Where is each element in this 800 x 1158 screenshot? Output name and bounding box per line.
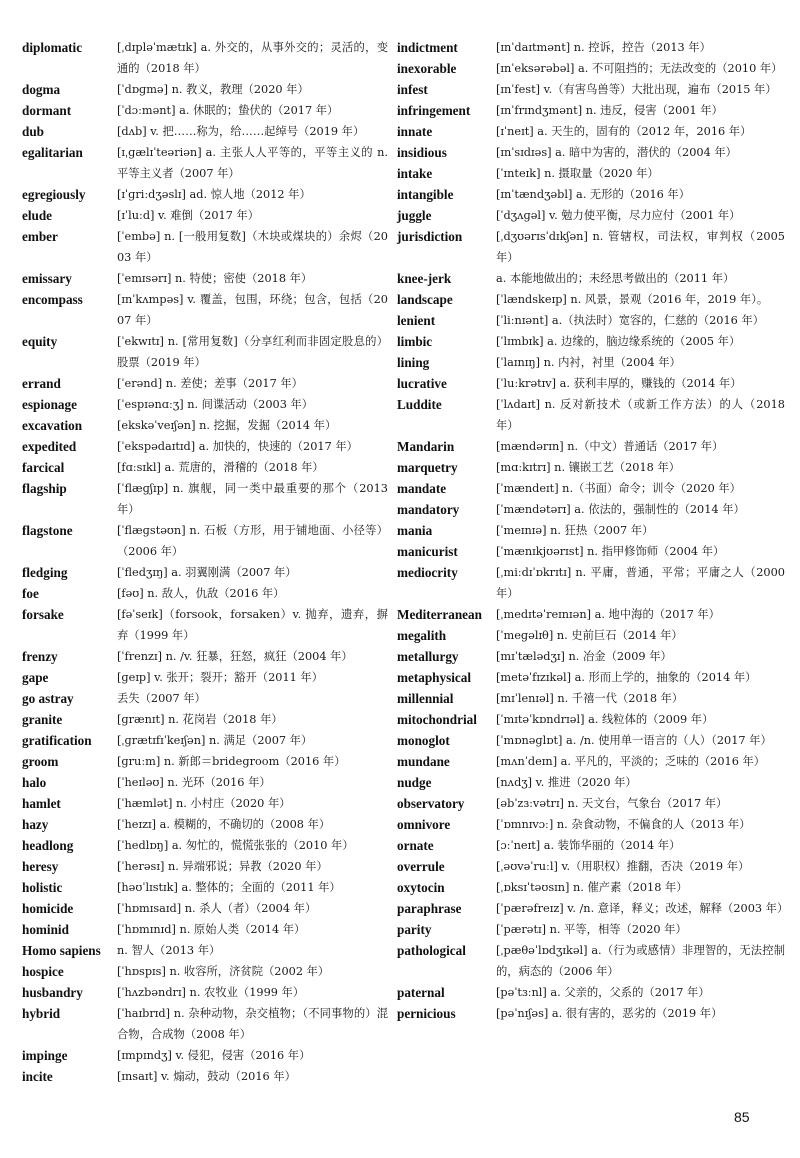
dictionary-entry: [397, 394, 785, 436]
definition: [ɪnˈfest] v.（有害鸟兽等）大批出现，遍布（2015 年）: [496, 83, 777, 96]
dictionary-entry: [22, 688, 388, 709]
definition: [ɡrænɪt] n. 花岗岩（2018 年）: [117, 713, 283, 726]
definition: [ˈmænɪkjʊərɪst] n. 指甲修饰师（2004 年）: [496, 545, 725, 558]
definition: [həʊˈlɪstɪk] a. 整体的；全面的（2011 年）: [117, 881, 341, 894]
dictionary-entry: [22, 856, 388, 877]
definition: [ˌɒksɪˈtəʊsɪn] n. 催产素（2018 年）: [496, 881, 688, 894]
definition: [ɪnˈsɪdɪəs] a. 暗中为害的，潜伏的（2004 年）: [496, 146, 737, 159]
dictionary-entry: [22, 646, 388, 667]
headword: lucrative: [397, 376, 447, 391]
dictionary-entry: [22, 457, 388, 478]
dictionary-entry: [22, 814, 388, 835]
dictionary-entry: [397, 268, 785, 289]
headword: equity: [22, 334, 58, 349]
definition: [ˈhedlɒŋ] a. 匆忙的，慌慌张张的（2010 年）: [117, 839, 354, 852]
definition: 丢失（2007 年）: [117, 692, 206, 705]
dictionary-entry: [22, 919, 388, 940]
definition: [ɪˈɡriːdʒəslɪ] ad. 惊人地（2012 年）: [117, 188, 311, 201]
headword: oxytocin: [397, 880, 445, 895]
dictionary-entry: [22, 1003, 388, 1045]
headword: excavation: [22, 418, 83, 433]
headword: monoglot: [397, 733, 450, 748]
page-number: 85: [734, 1109, 750, 1125]
headword: Homo sapiens: [22, 943, 101, 958]
headword: juggle: [397, 208, 432, 223]
definition: [dʌb] v. 把……称为，给……起绰号（2019 年）: [117, 125, 365, 138]
definition: [ˈfledʒɪŋ] a. 羽翼刚满（2007 年）: [117, 566, 297, 579]
headword: knee-jerk: [397, 271, 452, 286]
definition: [ˌpæθəˈlɒdʒɪkəl] a.（行为或感情）非理智的，无法控制的，病态的（2006 年）: [496, 944, 785, 978]
right-column: [397, 37, 789, 1024]
definition: [ˈerənd] n. 差使；差事（2017 年）: [117, 377, 303, 390]
definition: [ˈluːkrətɪv] a. 获利丰厚的，赚钱的（2014 年）: [496, 377, 742, 390]
dictionary-entry: [397, 814, 785, 835]
headword: mandatory: [397, 502, 460, 517]
dictionary-entry: [397, 79, 785, 100]
dictionary-entry: [397, 877, 785, 898]
definition: [ˈlaɪnɪŋ] n. 内衬，衬里（2004 年）: [496, 356, 681, 369]
definition: [ˈdʒʌɡəl] v. 勉力使平衡，尽力应付（2001 年）: [496, 209, 741, 222]
headword: landscape: [397, 292, 453, 307]
headword: intangible: [397, 187, 454, 202]
dictionary-entry: [397, 646, 785, 667]
definition: [ˈhæmlət] n. 小村庄（2020 年）: [117, 797, 291, 810]
definition: [ˈflæɡstəʊn] n. 石板（方形，用于铺地面、小径等）（2006 年）: [117, 524, 388, 558]
definition: [fɑːsɪkl] a. 荒唐的，滑稽的（2018 年）: [117, 461, 324, 474]
definition: [ˈmeɪnɪə] n. 狂热（2007 年）: [496, 524, 654, 537]
definition: [ˈmɒnəɡlɒt] a. /n. 使用单一语言的（人）（2017 年）: [496, 734, 772, 747]
headword: insidious: [397, 145, 447, 160]
definition: a. 本能地做出的；未经思考做出的（2011 年）: [496, 272, 735, 285]
headword: limbic: [397, 334, 433, 349]
headword: forsake: [22, 607, 64, 622]
dictionary-entry: [397, 919, 785, 940]
headword: elude: [22, 208, 53, 223]
definition: [mændərɪn] n.（中文）普通话（2017 年）: [496, 440, 724, 453]
dictionary-entry: [397, 604, 785, 625]
dictionary-entry: [22, 898, 388, 919]
headword: go astray: [22, 691, 74, 706]
dictionary-entry: [22, 331, 388, 373]
definition: [ˌmiːdɪˈɒkrɪtɪ] n. 平庸，普通，平常；平庸之人（2000 年）: [496, 566, 785, 600]
dictionary-entry: [397, 856, 785, 877]
definition: [ˌmedɪtəˈreɪnɪən] a. 地中海的（2017 年）: [496, 608, 720, 621]
definition: [ˈherəsɪ] n. 异端邪说；异教（2020 年）: [117, 860, 328, 873]
definition: [ˈespɪənɑːʒ] n. 间谍活动（2003 年）: [117, 398, 314, 411]
dictionary-entry: [397, 142, 785, 163]
headword: Mediterranean: [397, 607, 482, 622]
headword: Luddite: [397, 397, 442, 412]
dictionary-entry: [397, 310, 785, 331]
dictionary-entry: [22, 100, 388, 121]
definition: [ˈlændskeɪp] n. 风景，景观（2016 年，2019 年）。: [496, 293, 769, 306]
dictionary-entry: [22, 121, 388, 142]
headword: overrule: [397, 859, 445, 874]
dictionary-entry: [22, 373, 388, 394]
dictionary-entry: [22, 415, 388, 436]
headword: errand: [22, 376, 61, 391]
definition: [ˈhaɪbrɪd] n. 杂种动物，杂交植物；（不同事物的）混合物，合成物（2008 年）: [117, 1007, 388, 1041]
headword: hospice: [22, 964, 64, 979]
definition: [ˈɒmnɪvɔː] n. 杂食动物，不偏食的人（2013 年）: [496, 818, 751, 831]
definition: [ˈɪnteɪk] n. 摄取量（2020 年）: [496, 167, 659, 180]
dictionary-entry: [397, 289, 785, 310]
headword: inexorable: [397, 61, 457, 76]
headword: jurisdiction: [397, 229, 463, 244]
definition: [ɪnˈfrɪndʒmənt] n. 违反，侵害（2001 年）: [496, 104, 723, 117]
definition: [ekskəˈveɪʃən] n. 挖掘，发掘（2014 年）: [117, 419, 337, 432]
dictionary-entry: [397, 751, 785, 772]
headword: infest: [397, 82, 428, 97]
definition: [ˈmændətərɪ] a. 依法的，强制性的（2014 年）: [496, 503, 745, 516]
headword: mundane: [397, 754, 450, 769]
headword: emissary: [22, 271, 72, 286]
definition: [ˈembə] n. [一般用复数]（木块或煤块的）余烬（2003 年）: [117, 230, 388, 264]
dictionary-entry: [22, 478, 388, 520]
definition: [ˈheɪzɪ] a. 模糊的，不确切的（2008 年）: [117, 818, 331, 831]
definition: [ˈlɪmbɪk] a. 边缘的，脑边缘系统的（2005 年）: [496, 335, 741, 348]
dictionary-entry: [22, 730, 388, 751]
left-column: [22, 37, 388, 1087]
dictionary-entry: [397, 436, 785, 457]
definition: [ˈheɪləʊ] n. 光环（2016 年）: [117, 776, 271, 789]
headword: foe: [22, 586, 39, 601]
dictionary-entry: [397, 457, 785, 478]
definition: [ˈfrenzɪ] n. /v. 狂暴，狂怒，疯狂（2004 年）: [117, 650, 353, 663]
headword: espionage: [22, 397, 77, 412]
headword: headlong: [22, 838, 74, 853]
headword: diplomatic: [22, 40, 83, 55]
dictionary-entry: [397, 982, 785, 1003]
dictionary-entry: [397, 730, 785, 751]
headword: hominid: [22, 922, 69, 937]
definition: [ˈhɒspɪs] n. 收容所，济贫院（2002 年）: [117, 965, 330, 978]
headword: halo: [22, 775, 47, 790]
dictionary-entry: [397, 226, 785, 268]
headword: egalitarian: [22, 145, 83, 160]
headword: millennial: [397, 691, 454, 706]
dictionary-entry: [22, 604, 388, 646]
dictionary-entry: [22, 982, 388, 1003]
dictionary-entry: [397, 793, 785, 814]
headword: mitochondrial: [397, 712, 477, 727]
headword: farcical: [22, 460, 65, 475]
dictionary-entry: [397, 205, 785, 226]
dictionary-entry: [397, 373, 785, 394]
dictionary-entry: [22, 289, 388, 331]
headword: homicide: [22, 901, 74, 916]
definition: [ˌɡrætɪfɪˈkeɪʃən] n. 满足（2007 年）: [117, 734, 313, 747]
dictionary-entry: [22, 37, 388, 79]
headword: heresy: [22, 859, 59, 874]
dictionary-entry: [397, 709, 785, 730]
headword: dormant: [22, 103, 72, 118]
dictionary-entry: [397, 331, 785, 352]
headword: fledging: [22, 565, 68, 580]
headword: hybrid: [22, 1006, 61, 1021]
dictionary-entry: [22, 835, 388, 856]
definition: [fəʊ] n. 敌人，仇敌（2016 年）: [117, 587, 285, 600]
headword: lining: [397, 355, 430, 370]
definition: [ɡruːm] n. 新郎＝bridegroom（2016 年）: [117, 755, 346, 768]
headword: metaphysical: [397, 670, 471, 685]
dictionary-entry: [397, 499, 785, 520]
definition: [ˈmændeɪt] n.（书面）命令；训令（2020 年）: [496, 482, 741, 495]
definition: [ˈmɪtəˈkɒndrɪəl] a. 线粒体的（2009 年）: [496, 713, 714, 726]
dictionary-entry: [397, 121, 785, 142]
definition: [ˈflæɡʃɪp] n. 旗舰，同一类中最重要的那个（2013 年）: [117, 482, 388, 516]
headword: frenzy: [22, 649, 58, 664]
dictionary-entry: [22, 394, 388, 415]
headword: hamlet: [22, 796, 61, 811]
definition: [nʌdʒ] v. 推进（2020 年）: [496, 776, 637, 789]
definition: [mʌnˈdeɪn] a. 平凡的，平淡的；乏味的（2016 年）: [496, 755, 766, 768]
definition: [ˈdɒɡmə] n. 教义，教理（2020 年）: [117, 83, 309, 96]
headword: dogma: [22, 82, 61, 97]
definition: [ˈdɔːmənt] a. 休眠的；蛰伏的（2017 年）: [117, 104, 339, 117]
definition: [ˌdʒʊərɪsˈdɪkʃən] n. 管辖权，司法权，审判权（2005 年）: [496, 230, 785, 264]
headword: Mandarin: [397, 439, 455, 454]
headword: indictment: [397, 40, 458, 55]
headword: encompass: [22, 292, 83, 307]
headword: pathological: [397, 943, 466, 958]
headword: ornate: [397, 838, 434, 853]
headword: metallurgy: [397, 649, 459, 664]
headword: gratification: [22, 733, 92, 748]
headword: hazy: [22, 817, 49, 832]
definition: [ˈhɒmɪsaɪd] n. 杀人（者）（2004 年）: [117, 902, 317, 915]
headword: infringement: [397, 103, 471, 118]
definition: [mɑːkɪtrɪ] n. 镶嵌工艺（2018 年）: [496, 461, 681, 474]
definition: [ˈmeɡəlɪθ] n. 史前巨石（2014 年）: [496, 629, 683, 642]
dictionary-entry: [22, 79, 388, 100]
dictionary-entry: [397, 688, 785, 709]
dictionary-entry: [22, 751, 388, 772]
headword: paternal: [397, 985, 445, 1000]
headword: granite: [22, 712, 63, 727]
dictionary-entry: [397, 541, 785, 562]
dictionary-entry: [22, 583, 388, 604]
dictionary-entry: [397, 898, 789, 919]
definition: [ɪnˈtændʒəbl] a. 无形的（2016 年）: [496, 188, 691, 201]
headword: nudge: [397, 775, 432, 790]
headword: paraphrase: [397, 901, 462, 916]
definition: [ɡeɪp] v. 张开；裂开；豁开（2011 年）: [117, 671, 323, 684]
dictionary-entry: [397, 940, 785, 982]
dictionary-entry: [22, 667, 388, 688]
definition: [ˈlʌdaɪt] n. 反对新技术（或新工作方法）的人（2018 年）: [496, 398, 785, 432]
dictionary-entry: [22, 793, 388, 814]
dictionary-entry: [397, 184, 785, 205]
definition: [ˈekwɪtɪ] n. [常用复数]（分享红利而非固定股息的）股票（2019 年）: [117, 335, 388, 369]
definition: [ɪnˈkʌmpəs] v. 覆盖，包围，环绕；包含，包括（2007 年）: [117, 293, 388, 327]
headword: flagship: [22, 481, 67, 496]
dictionary-entry: [397, 772, 785, 793]
headword: manicurist: [397, 544, 458, 559]
headword: mediocrity: [397, 565, 458, 580]
dictionary-entry: [22, 961, 388, 982]
definition: n. 智人（2013 年）: [117, 944, 221, 957]
dictionary-entry: [397, 352, 785, 373]
dictionary-entry: [397, 58, 785, 79]
definition: [ɪnˈeksərəbəl] a. 不可阻挡的；无法改变的（2010 年）: [496, 62, 783, 75]
definition: [fəˈseɪk]（forsook，forsaken）v. 抛弃，遗弃，摒弃（1999 年）: [117, 608, 388, 642]
definition: [mɪˈtælədʒɪ] n. 冶金（2009 年）: [496, 650, 672, 663]
definition: [metəˈfɪzɪkəl] a. 形而上学的，抽象的（2014 年）: [496, 671, 757, 684]
definition: [ɪnsaɪt] v. 煽动，鼓动（2016 年）: [117, 1070, 296, 1083]
headword: expedited: [22, 439, 77, 454]
dictionary-entry: [397, 562, 785, 604]
definition: [ˈemɪsərɪ] n. 特使；密使（2018 年）: [117, 272, 313, 285]
headword: holistic: [22, 880, 63, 895]
definition: [pəˈnɪʃəs] a. 很有害的，恶劣的（2019 年）: [496, 1007, 723, 1020]
headword: intake: [397, 166, 433, 181]
dictionary-entry: [397, 835, 785, 856]
definition: [ˈhɒmɪnɪd] n. 原始人类（2014 年）: [117, 923, 306, 936]
headword: megalith: [397, 628, 447, 643]
dictionary-entry: [397, 667, 785, 688]
headword: flagstone: [22, 523, 73, 538]
headword: incite: [22, 1069, 53, 1084]
definition: [ˈliːnɪənt] a.（执法时）宽容的，仁慈的（2016 年）: [496, 314, 765, 327]
headword: husbandry: [22, 985, 83, 1000]
headword: pernicious: [397, 1006, 456, 1021]
definition: [ɪˈneɪt] a. 天生的，固有的（2012 年，2016 年）: [496, 125, 752, 138]
dictionary-entry: [397, 37, 785, 58]
dictionary-entry: [22, 940, 388, 961]
headword: omnivore: [397, 817, 451, 832]
definition: [ˈpærətɪ] n. 平等，相等（2020 年）: [496, 923, 687, 936]
definition: [ɪˈluːd] v. 难倒（2017 年）: [117, 209, 260, 222]
headword: mandate: [397, 481, 447, 496]
headword: impinge: [22, 1048, 68, 1063]
dictionary-entry: [22, 877, 388, 898]
dictionary-entry: [22, 184, 388, 205]
dictionary-entry: [397, 100, 785, 121]
definition: [ˈhʌzbəndrɪ] n. 农牧业（1999 年）: [117, 986, 305, 999]
dictionary-entry: [22, 1066, 388, 1087]
definition: [əbˈzɜːvətrɪ] n. 天文台，气象台（2017 年）: [496, 797, 728, 810]
dictionary-entry: [22, 436, 388, 457]
headword: ember: [22, 229, 58, 244]
dictionary-entry: [22, 709, 388, 730]
dictionary-entry: [22, 1045, 388, 1066]
dictionary-entry: [397, 478, 785, 499]
definition: [ˌdɪpləˈmætɪk] a. 外交的，从事外交的；灵活的，变通的（2018 年）: [117, 41, 388, 75]
dictionary-entry: [397, 520, 785, 541]
headword: egregiously: [22, 187, 86, 202]
dictionary-entry: [397, 625, 785, 646]
definition: [ɪnˈdaɪtmənt] n. 控诉，控告（2013 年）: [496, 41, 711, 54]
dictionary-entry: [22, 226, 388, 268]
definition: [ɪˌɡælɪˈteəriən] a. 主张人人平等的，平等主义的 n. 平等主义者（2007 年）: [117, 146, 388, 180]
headword: dub: [22, 124, 45, 139]
dictionary-entry: [22, 142, 388, 184]
headword: marquetry: [397, 460, 458, 475]
headword: groom: [22, 754, 59, 769]
definition: [ˈekspədaɪtɪd] a. 加快的，快速的（2017 年）: [117, 440, 358, 453]
definition: [ˌəʊvəˈruːl] v.（用职权）推翻，否决（2019 年）: [496, 860, 750, 873]
headword: innate: [397, 124, 433, 139]
definition: [mɪˈlenɪəl] n. 千禧一代（2018 年）: [496, 692, 684, 705]
dictionary-entry: [22, 205, 388, 226]
definition: [ˈpærəfreɪz] v. /n. 意译，释义；改述，解释（2003 年）: [496, 902, 789, 915]
definition: [ɪmpɪndʒ] v. 侵犯，侵害（2016 年）: [117, 1049, 311, 1062]
dictionary-entry: [397, 1003, 785, 1024]
headword: observatory: [397, 796, 465, 811]
headword: lenient: [397, 313, 436, 328]
dictionary-entry: [22, 562, 388, 583]
dictionary-entry: [22, 268, 388, 289]
headword: parity: [397, 922, 432, 937]
definition: [ɔːˈneɪt] a. 装饰华丽的（2014 年）: [496, 839, 681, 852]
dictionary-entry: [22, 772, 388, 793]
headword: gape: [22, 670, 49, 685]
dictionary-entry: [397, 163, 785, 184]
definition: [pəˈtɜːnl] a. 父亲的，父系的（2017 年）: [496, 986, 710, 999]
headword: mania: [397, 523, 433, 538]
dictionary-entry: [22, 520, 388, 562]
